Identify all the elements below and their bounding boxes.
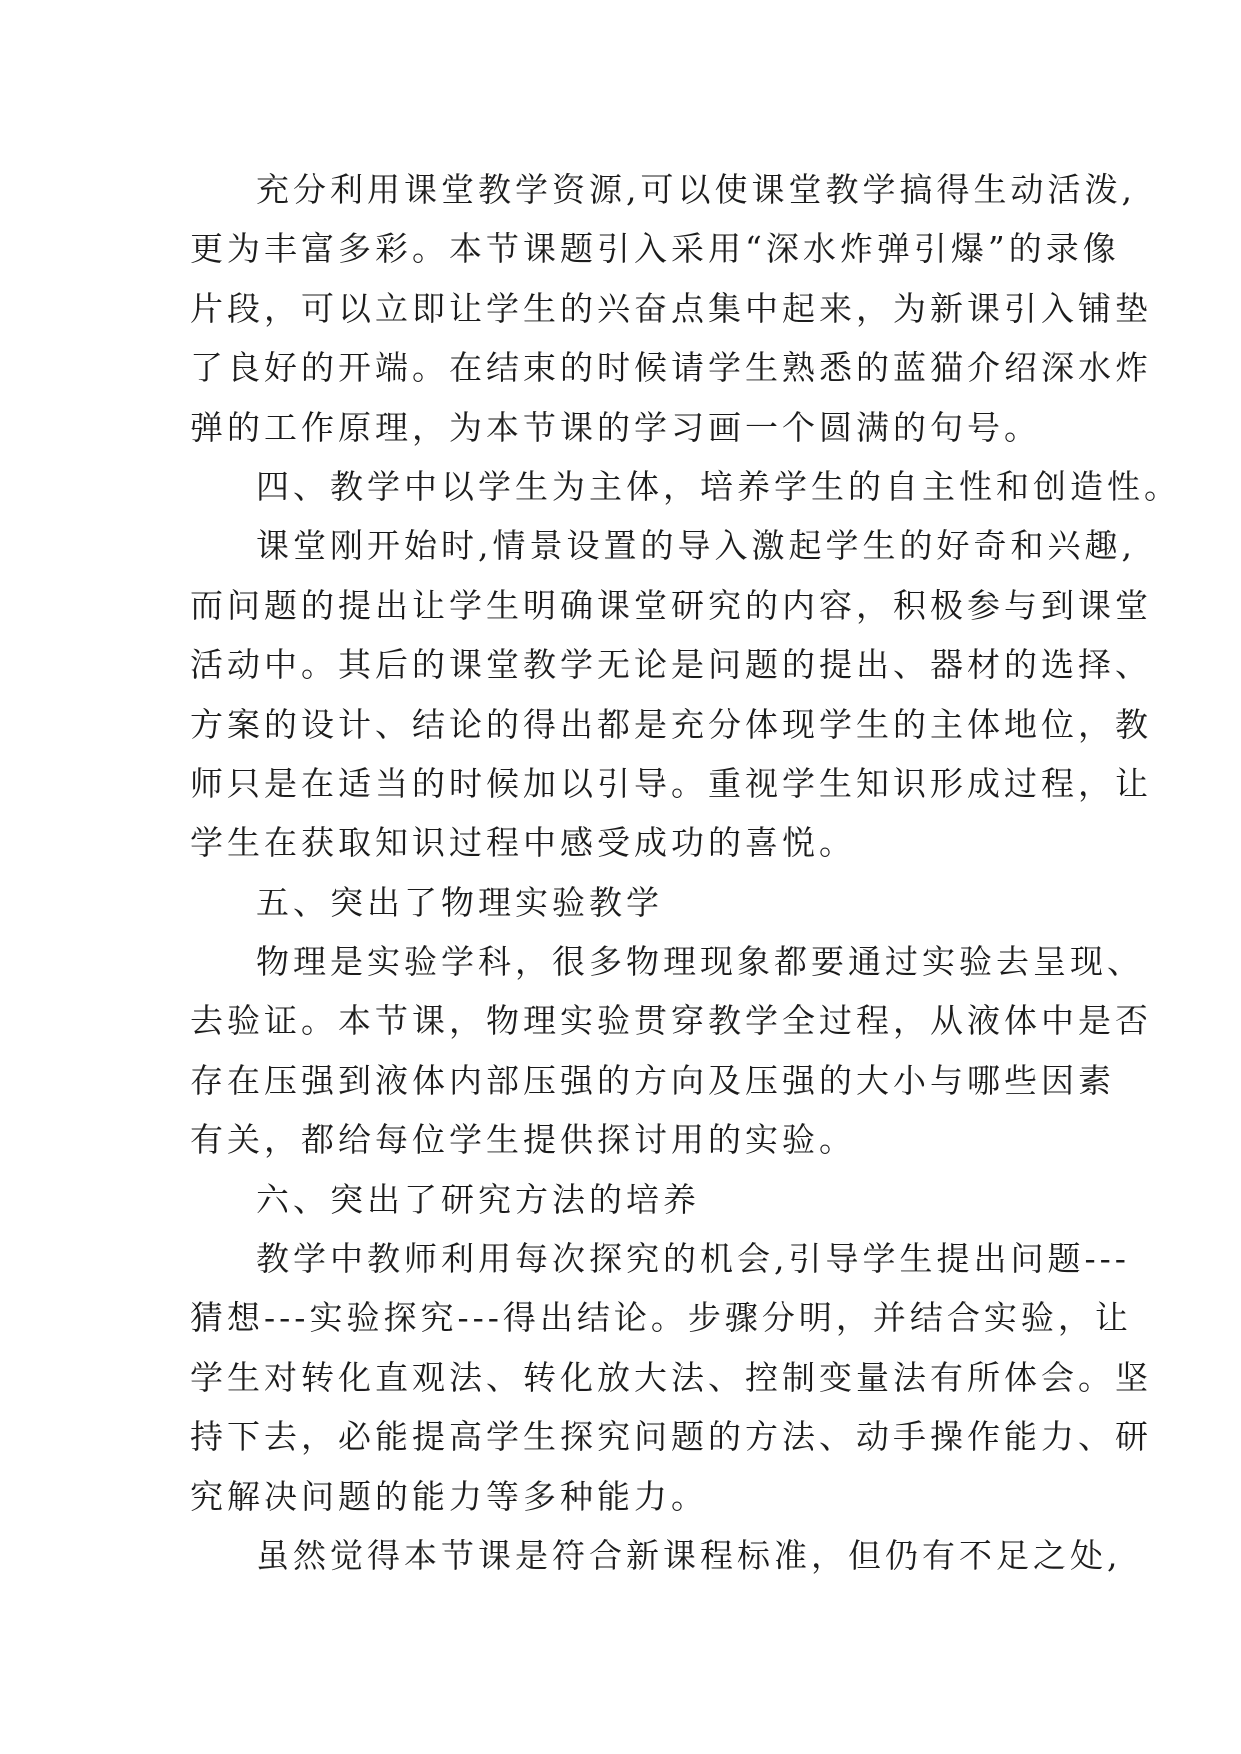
paragraph-first-line: 虽然觉得本节课是符合新课程标准，但仍有不足之处, [256,1535,1122,1575]
paragraph-first-line: 四、教学中以学生为主体，培养学生的自主性和创造性。 [256,466,1181,506]
paragraph-first-line: 五、突出了物理实验教学 [256,882,663,922]
text-line: 师只是在适当的时候加以引导。重视学生知识形成过程，让 [190,763,1152,803]
text-line: 而问题的提出让学生明确课堂研究的内容，积极参与到课堂 [190,585,1152,625]
document-body [190,160,1181,1585]
text-line: 弹的工作原理，为本节课的学习画一个圆满的句号。 [190,407,1041,447]
text-line: 更为丰富多彩。本节课题引入采用“深水炸弹引爆”的录像 [190,229,1120,269]
text-line: 方案的设计、结论的得出都是充分体现学生的主体地位，教 [190,704,1152,744]
text-line: 去验证。本节课，物理实验贯穿教学全过程，从液体中是否 [190,1001,1152,1041]
text-line: 学生在获取知识过程中感受成功的喜悦。 [190,823,856,863]
text-line: 持下去，必能提高学生探究问题的方法、动手操作能力、研 [190,1417,1152,1457]
paragraph-first-line: 物理是实验学科，很多物理现象都要通过实验去呈现、 [256,942,1144,982]
text-line: 究解决问题的能力等多种能力。 [190,1476,708,1516]
paragraph-first-line: 六、突出了研究方法的培养 [256,1179,700,1219]
paragraph-first-line: 课堂刚开始时,情景设置的导入激起学生的好奇和兴趣, [256,526,1136,566]
text-line: 有关，都给每位学生提供探讨用的实验。 [190,1120,856,1160]
paragraph-first-line: 教学中教师利用每次探究的机会,引导学生提出问题--- [256,1239,1130,1279]
paragraph-first-line: 充分利用课堂教学资源,可以使课堂教学搞得生动活泼, [256,170,1136,209]
text-line: 片段，可以立即让学生的兴奋点集中起来，为新课引入铺垫 [190,288,1152,328]
text-line: 猜想---实验探究---得出结论。步骤分明，并结合实验，让 [190,1298,1132,1338]
text-line: 了良好的开端。在结束的时候请学生熟悉的蓝猫介绍深水炸 [190,348,1152,388]
text-line: 存在压强到液体内部压强的方向及压强的大小与哪些因素 [190,1060,1115,1100]
text-line: 学生对转化直观法、转化放大法、控制变量法有所体会。坚 [190,1357,1152,1397]
text-line: 活动中。其后的课堂教学无论是问题的提出、器材的选择、 [190,645,1152,685]
